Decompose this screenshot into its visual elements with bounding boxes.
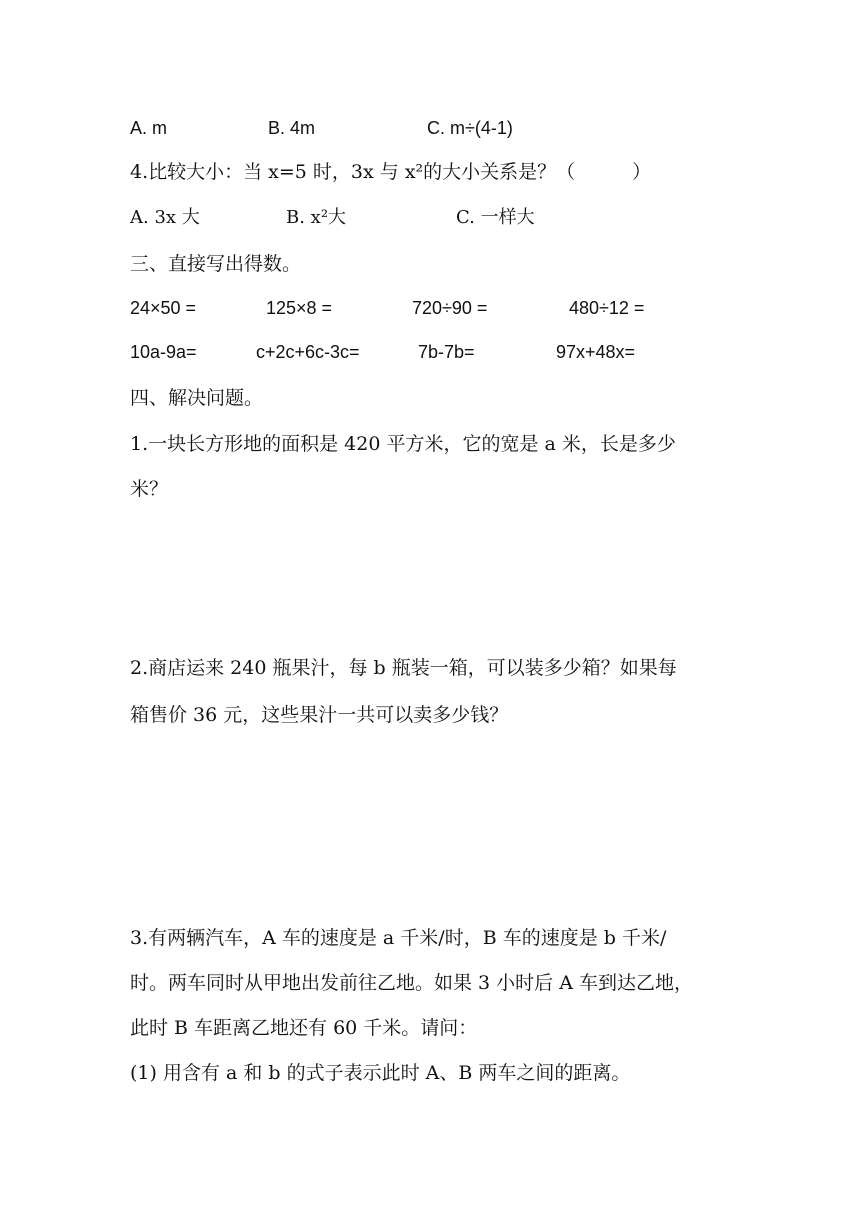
- section-3-heading: 三、直接写出得数。: [130, 253, 302, 275]
- problem-3-line-3: 此时 B 车距离乙地还有 60 千米。请问：: [130, 1017, 478, 1039]
- q4-option-c: C. 一样大: [456, 207, 535, 228]
- q4-option-a: A. 3x 大: [130, 207, 200, 228]
- problem-2-line-2: 箱售价 36 元，这些果汁一共可以卖多少钱？: [130, 704, 509, 726]
- problem-3-line-1: 3.有两辆汽车，A 车的速度是 a 千米/时，B 车的速度是 b 千米/: [130, 927, 667, 949]
- q3-option-c: C. m÷(4-1): [427, 118, 513, 138]
- calc-item: 720÷90 =: [412, 298, 488, 318]
- calc-item: 97x+48x=: [556, 342, 636, 362]
- q3-option-a: A. m: [130, 118, 168, 138]
- q4-option-b: B. x²大: [286, 207, 347, 228]
- calc-item: c+2c+6c-3c=: [256, 342, 360, 362]
- problem-2-line-1: 2.商店运来 240 瓶果汁，每 b 瓶装一箱，可以装多少箱？如果每: [130, 657, 677, 679]
- calc-item: 10a-9a=: [130, 342, 197, 362]
- problem-1-line-1: 1.一块长方形地的面积是 420 平方米，它的宽是 a 米，长是多少: [130, 433, 676, 455]
- problem-3-sub-question-1: (1) 用含有 a 和 b 的式子表示此时 A、B 两车之间的距离。: [130, 1062, 631, 1084]
- calc-item: 480÷12 =: [569, 298, 645, 318]
- calc-item: 125×8 =: [266, 298, 333, 318]
- q3-option-b: B. 4m: [268, 118, 316, 138]
- q4-text: 4.比较大小：当 x=5 时，3x 与 x²的大小关系是？（ ）: [130, 161, 652, 183]
- section-4-heading: 四、解决问题。: [130, 387, 264, 409]
- calc-item: 24×50 =: [130, 298, 197, 318]
- problem-3-line-2: 时。两车同时从甲地出发前往乙地。如果 3 小时后 A 车到达乙地，: [130, 972, 693, 994]
- problem-1-line-2: 米？: [130, 478, 169, 500]
- calc-item: 7b-7b=: [418, 342, 475, 362]
